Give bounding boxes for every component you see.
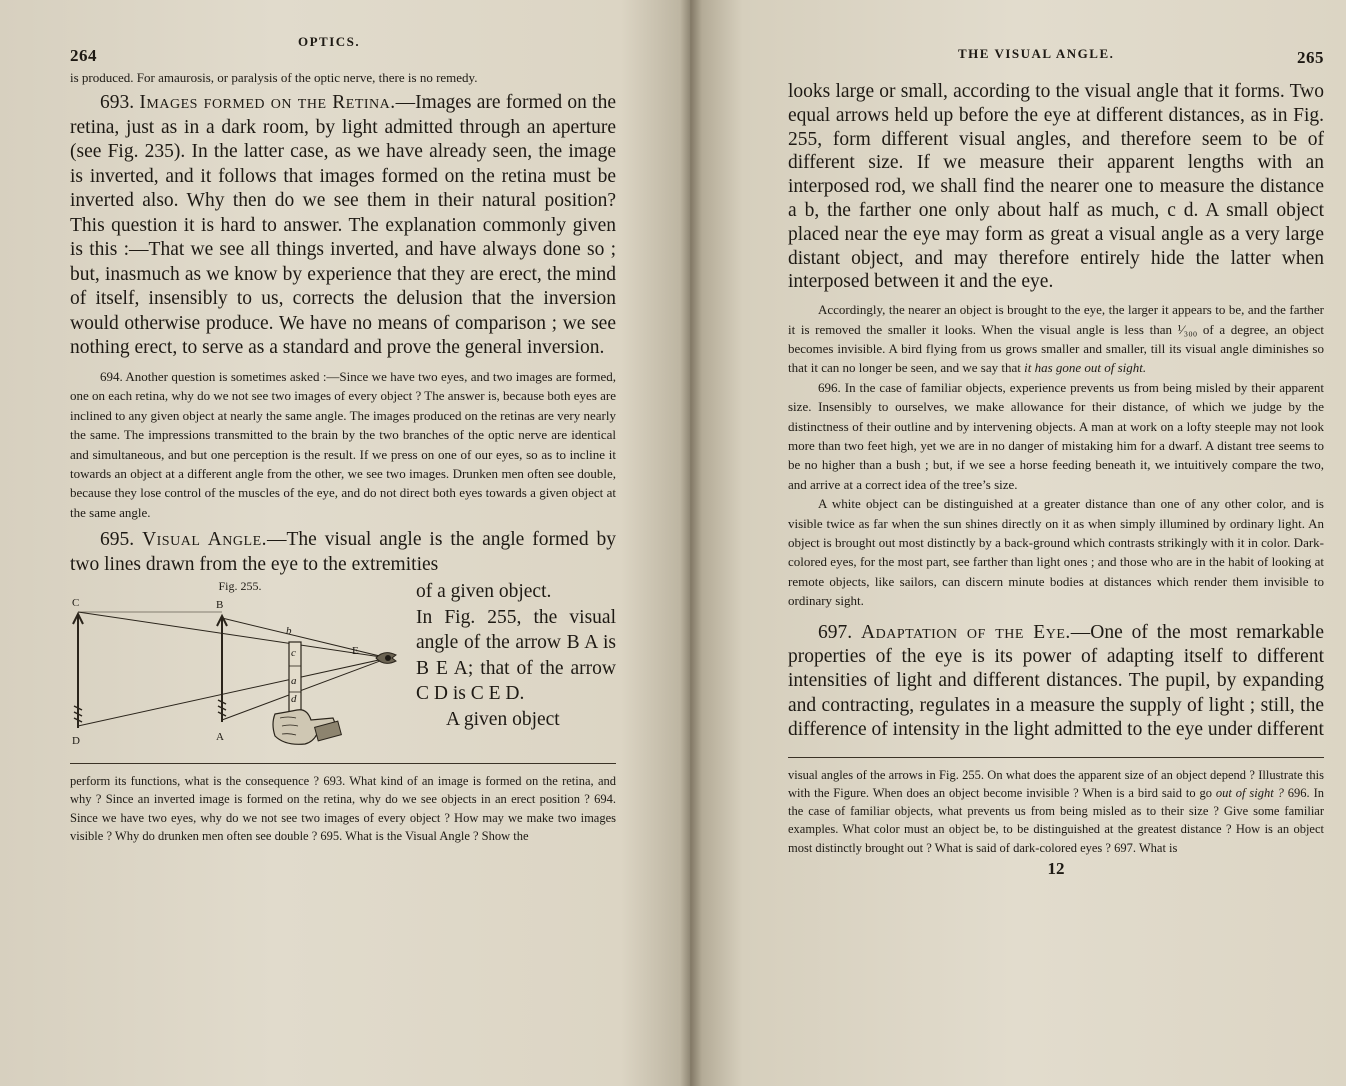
phrase-gone-out-of-sight: it has gone out of sight. <box>1024 360 1147 376</box>
paragraph-accordingly-text: Accordingly, the nearer an object is brought to the eye, the larger it appears to be, and the farther it is removed the smaller it looks. When the visual angle is less than ¹⁄₃₀₀ of a degree, an object becomes invisible. A bird flying from us grows smaller and smaller, till its visual angle diminishes so that it can no longer be seen, and we say that <box>788 302 1324 376</box>
label-d-upper: D <box>72 735 80 747</box>
section-number-697: 697. <box>818 621 853 643</box>
figure-caption: Fig. 255. <box>218 579 262 594</box>
right-questions-text-a: visual angles of the arrows in Fig. 255. On what does the apparent size of an object depend ? Illustrate this with the Figure. When does an object become invisible ? When is a bird said to go <box>788 767 1324 800</box>
right-running-title: THE VISUAL ANGLE. <box>958 46 1115 61</box>
paragraph-697-body: —One of the most remarkable properties of the eye is its power of adapting itself to different intensities of light and different distances. The pupil, by expanding and contracting, regulates in a measure the supply of light ; still, the difference of intensity in the light admitted to the eye under different <box>788 621 1324 741</box>
paragraph-695 <box>70 528 616 577</box>
paragraph-continuation: looks large or small, according to the visual angle that it forms. Two equal arrows held up before the eye at different distances, as in Fig. 255, form different visual angles, and therefore seem to be of different size. If we measure their apparent lengths with an interposed rod, we shall find the nearer one to measure the distance a b, the farther one only about half as much, c d. A small object placed near the eye may form as great a visual angle as a very large distant object, and may therefore entirely hide the latter when interposed between it and the eye. <box>788 81 1324 293</box>
label-d-lower: d <box>291 693 297 706</box>
label-b-upper: B <box>216 599 224 612</box>
paragraph-accordingly <box>788 300 1324 378</box>
figure-text-body: In Fig. 255, the visual angle of the arrow B A is B E A; that of the arrow C D is C E D. <box>416 606 616 705</box>
paragraph-696: 696. In the case of familiar objects, experience prevents us from being misled by their apparent size. Insensibly to ourselves, we make allowance for their distance, of which we judge by the distinctness of their outline and by intervening objects. A man at work on a lofty steeple may not look more than two feet high, yet we are in no danger of mistaking him for a dwarf. A distant tree seems to be no higher than a bush ; but, if we see a horse feeding beneath it, we intuitively compare the two, and arrive at a correct idea of the tree’s size. <box>788 379 1324 492</box>
section-title-images-formed: Images formed on the Retina. <box>139 92 396 114</box>
right-running-head <box>788 32 1324 67</box>
left-questions-rule <box>70 763 616 764</box>
left-running-title: OPTICS. <box>298 34 361 49</box>
section-number-693: 693. <box>100 92 135 114</box>
right-page <box>690 0 1346 1086</box>
left-running-head <box>70 32 616 65</box>
hand-illustration <box>273 710 341 745</box>
label-a-lower: a <box>291 675 297 688</box>
right-questions-rule <box>788 757 1324 758</box>
right-questions <box>788 766 1324 857</box>
paragraph-695-body: —The visual angle is the angle formed by two lines drawn from the eye to the extremities <box>70 529 616 575</box>
figure-block <box>70 579 616 751</box>
right-page-number: 265 <box>1297 48 1324 67</box>
figure-255 <box>70 579 410 751</box>
right-questions-text-b: 696. In the case of familiar objects, what prevents us from being misled as to their size ? Give some familiar examples. What color must an object be, to be distinguished at the greatest distance ? How is an object most distinctly brought out ? What is said of dark-colored eyes ? 697. What is <box>788 785 1324 855</box>
label-b-lower: b <box>286 625 292 638</box>
figure-text-line-1: of a given object. <box>416 581 552 603</box>
left-questions: perform its functions, what is the consequence ? 693. What kind of an image is formed on the retina, and why ? Since an inverted image is formed on the retina, why do we see objects in an erect position ? 694. Since we have two eyes, why do we not see two images of every object ? How may we make two images visible ? Why do drunken men often see double ? 695. What is the Visual Angle ? Show the <box>70 774 616 843</box>
label-a-upper: A <box>216 731 224 744</box>
paragraph-693 <box>70 91 616 361</box>
paragraph-top-continuation: is produced. For amaurosis, or paralysis of the optic nerve, there is no remedy. <box>70 70 478 85</box>
label-c-lower: c <box>291 647 296 660</box>
signature-mark: 12 <box>1047 858 1065 878</box>
paragraph-697 <box>788 621 1324 743</box>
arrow-cd <box>73 614 83 728</box>
label-e: E <box>352 645 359 658</box>
right-questions-italic: out of sight ? <box>1215 785 1284 800</box>
paragraph-white-object: A white object can be distinguished at a greater distance than one of any other color, and is visible twice as far when the sun shines directly on it as when simply illumined by ordinary light. An object is brought out most distinctly by a back-ground which contrasts strikingly with it in color. Dark-colored eyes, for the most part, see farther than light ones ; and those who are in the habit of looking at remote objects, like sailors, can discern minute bodies at distances which render them invisible to ordinary sight. <box>788 496 1324 609</box>
figure-side-text <box>416 579 616 751</box>
paragraph-694: 694. Another question is sometimes asked :—Since we have two eyes, and two images are formed, one on each retina, why do we not see two images of every object ? The answer is, because both eyes are inclined to any given object at nearly the same angle. The images produced on the retinas are very nearly the same. The impressions transmitted to the brain by the two branches of the optic nerve are identical and simultaneous, and but one perception is the result. If we press on one of our eyes, so as to incline it towards an object at a different angle from the other, we see two images. Drunken men often see double, because they lose control of the muscles of the eye, and do not direct both eyes towards a given object at the same angle. <box>70 368 616 520</box>
paragraph-693-body: —Images are formed on the retina, just as in a dark room, by light admitted through an aperture (see Fig. 235). In the latter case, as we have already seen, the image is inverted, and it follows that images formed on the retina must be inverted also. Why then do we see them in their natural position? This question it is hard to answer. The explanation commonly given is this :—That we see all things inverted, and have always done so ; but, inasmuch as we know by experience that they are erect, the mind of itself, insensibly to us, corrects the delusion that the inversion would otherwise produce. We have no means of comparison ; we see nothing erect, to serve as a standard and prove the general inversion. <box>70 92 617 359</box>
figure-text-last: A given object <box>446 708 560 730</box>
visual-angle-diagram <box>70 596 410 746</box>
section-title-visual-angle: Visual Angle. <box>142 529 267 551</box>
left-page-number: 264 <box>70 46 97 65</box>
book-gutter <box>680 0 702 1086</box>
label-c-upper: C <box>72 597 80 610</box>
arrow-ba <box>217 616 227 722</box>
section-title-adaptation: Adaptation of the Eye. <box>861 621 1071 643</box>
section-number-695: 695. <box>100 529 135 551</box>
sight-lines <box>78 612 388 726</box>
